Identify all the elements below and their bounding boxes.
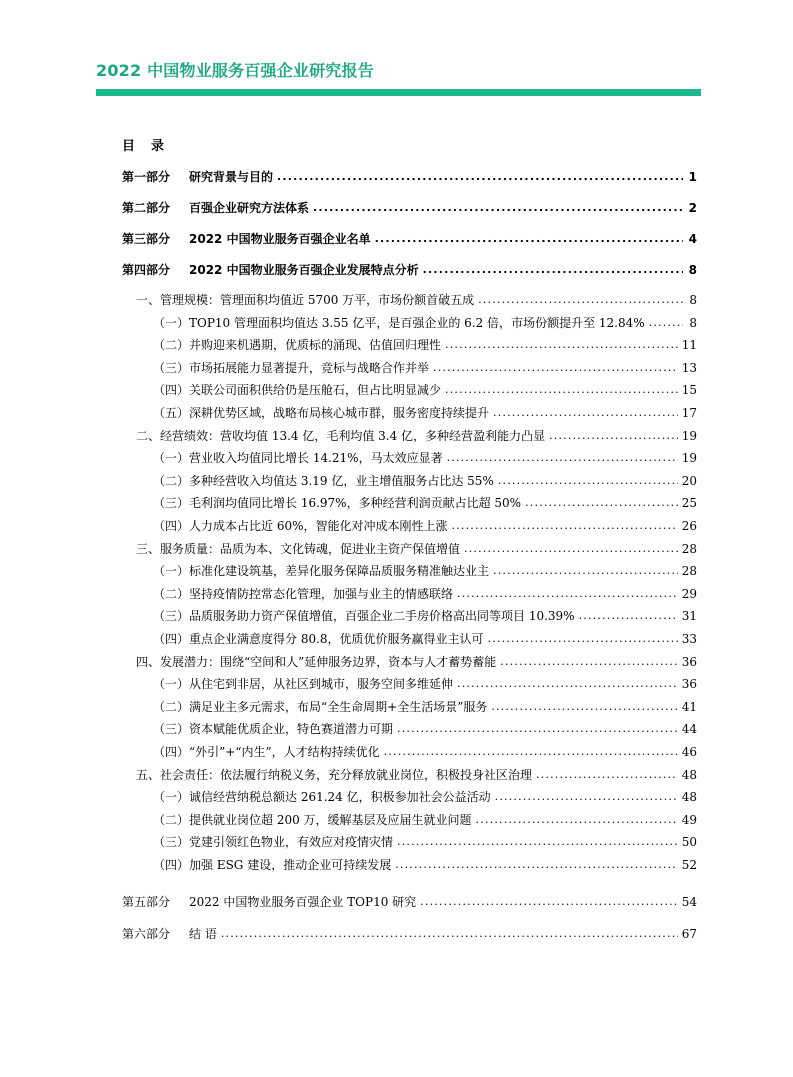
toc-entry-label — [153, 562, 489, 580]
page-number: 49 — [681, 812, 697, 827]
page-number: 15 — [681, 383, 697, 398]
page-number: 50 — [681, 835, 697, 850]
toc-entry-label — [122, 925, 217, 943]
leader-dots — [397, 833, 678, 851]
leader-dots — [452, 517, 678, 535]
toc-entry-label — [153, 720, 393, 738]
entry-title: （四）重点企业满意度得分 80.8，优质优价服务赢得业主认可 — [153, 632, 484, 646]
toc-entry-label — [153, 449, 443, 467]
leader-dots — [525, 494, 678, 512]
page-number: 46 — [681, 745, 697, 759]
page-number: 36 — [681, 677, 697, 692]
toc-subsection[interactable] — [153, 854, 697, 874]
entry-title: （二）多种经营收入均值达 3.19 亿，业主增值服务占比达 55% — [153, 473, 494, 488]
toc-entry-label — [122, 168, 273, 186]
toc-entry-label — [136, 653, 496, 671]
leader-dots — [476, 811, 678, 829]
toc-part-4[interactable] — [122, 259, 697, 279]
part-title: 百强企业研究方法体系 — [189, 201, 310, 215]
leader-dots — [447, 449, 678, 467]
leader-dots — [549, 427, 678, 445]
part-title: 2022 中国物业服务百强企业发展特点分析 — [189, 263, 419, 277]
toc-subsection[interactable] — [153, 560, 697, 580]
toc-entry-label — [153, 381, 441, 399]
toc-subsection[interactable] — [153, 673, 697, 693]
toc-subsection[interactable] — [153, 831, 697, 851]
toc-part-3[interactable] — [122, 228, 697, 248]
toc-subsection[interactable] — [153, 312, 697, 332]
toc-subsection[interactable] — [153, 357, 697, 377]
toc-subsection[interactable] — [153, 809, 697, 829]
toc-entry-label — [153, 788, 491, 806]
part-number: 第一部分 — [122, 170, 171, 184]
page-number: 2 — [688, 201, 697, 215]
toc-entry-label — [153, 630, 484, 648]
part-number: 第六部分 — [122, 927, 171, 941]
toc-part-6[interactable] — [122, 923, 697, 943]
page-number: 26 — [681, 519, 697, 533]
entry-title: （一）诚信经营纳税总额达 261.24 亿，积极参加社会公益活动 — [153, 790, 491, 805]
leader-dots — [536, 766, 678, 784]
part-title: 结 语 — [189, 927, 217, 941]
leader-dots — [649, 314, 683, 332]
toc-part-1[interactable] — [122, 166, 697, 186]
part-number: 第四部分 — [122, 263, 171, 277]
toc-entry-label — [153, 585, 453, 603]
leader-dots — [277, 168, 683, 186]
page-number: 28 — [681, 541, 697, 556]
toc-entry-label — [153, 404, 489, 422]
toc-section[interactable] — [136, 651, 697, 671]
leader-dots — [457, 675, 678, 693]
toc-entry-label — [136, 540, 460, 558]
leader-dots — [313, 199, 683, 217]
leader-dots — [488, 630, 678, 648]
page-number: 67 — [681, 927, 697, 941]
entry-title: （一）TOP10 管理面积均值达 3.55 亿平，是百强企业的 6.2 倍，市场份额提升至 12.84% — [153, 315, 645, 330]
leader-dots — [420, 893, 678, 911]
toc-entry-label — [136, 427, 545, 445]
leader-dots — [433, 359, 678, 377]
entry-title: （三）党建引领红色物业，有效应对疫情灾情 — [153, 835, 394, 850]
page-number: 33 — [681, 632, 697, 646]
toc-entry-label — [153, 607, 575, 625]
entry-title: （二）并购迎来机遇期，优质标的涌现、估值回归理性 — [153, 338, 442, 353]
leader-dots — [375, 230, 683, 248]
toc-section[interactable] — [136, 289, 697, 309]
toc-entry-label — [153, 494, 521, 512]
page-number: 19 — [681, 428, 697, 443]
leader-dots — [478, 291, 683, 309]
leader-dots — [221, 925, 678, 943]
entry-title: （三）市场拓展能力显著提升，竞标与战略合作并举 — [153, 360, 430, 375]
toc-entry-label — [122, 230, 371, 248]
part-title: 2022 中国物业服务百强企业 TOP10 研究 — [189, 895, 417, 909]
entry-title: （三）毛利润均值同比增长 16.97%，多种经营利润贡献占比超 50% — [153, 496, 522, 511]
toc-entry-label — [153, 856, 391, 874]
toc-subsection[interactable] — [153, 470, 697, 490]
toc-entry-label — [153, 743, 380, 761]
page-number: 28 — [681, 564, 697, 579]
page-number: 4 — [688, 232, 697, 246]
leader-dots — [495, 788, 678, 806]
leader-dots — [445, 336, 678, 354]
toc-entry-label — [153, 833, 393, 851]
page-number: 52 — [681, 858, 697, 872]
page-number: 19 — [681, 451, 697, 466]
page-number: 25 — [681, 496, 697, 511]
page-number: 8 — [689, 315, 697, 330]
page-number: 36 — [681, 654, 697, 669]
toc-subsection[interactable] — [153, 741, 697, 761]
entry-title: （五）深耕优势区域，战略布局核心城市群，服务密度持续提升 — [153, 406, 490, 420]
entry-title: 二、经营绩效：营收均值 13.4 亿，毛利均值 3.4 亿，多种经营盈利能力凸显 — [136, 428, 546, 443]
entry-title: （四）加强 ESG 建设，推动企业可持续发展 — [153, 858, 392, 872]
toc-section[interactable] — [136, 538, 697, 558]
toc-entry-label — [153, 359, 429, 377]
toc-subsection[interactable] — [153, 696, 697, 716]
toc-subsection[interactable] — [153, 447, 697, 467]
leader-dots — [397, 720, 678, 738]
toc-subsection[interactable] — [153, 379, 697, 399]
toc-entry-label — [122, 893, 416, 911]
toc-entry-label — [136, 766, 532, 784]
part-number: 第五部分 — [122, 895, 171, 909]
entry-title: （四）“外引”+“内生”，人才结构持续优化 — [153, 745, 380, 759]
toc-entry-label — [153, 472, 494, 490]
toc-entry-label — [153, 336, 441, 354]
toc-subsection[interactable] — [153, 583, 697, 603]
toc-entry-label — [136, 291, 474, 309]
toc-entry-label — [153, 314, 645, 332]
toc-entry-label — [153, 698, 487, 716]
entry-title: （一）从住宅到非居，从社区到城市，服务空间多维延伸 — [153, 677, 454, 692]
toc-entry-label — [122, 199, 309, 217]
part-title: 研究背景与目的 — [189, 170, 274, 184]
page-number: 44 — [681, 722, 697, 737]
entry-title: （四）关联公司面积供给仍是压舱石，但占比明显减少 — [153, 383, 442, 398]
leader-dots — [395, 856, 678, 874]
entry-title: 四、发展潜力：围绕“空间和人”延伸服务边界，资本与人才蓄势蓄能 — [136, 654, 497, 669]
leader-dots — [491, 698, 677, 716]
leader-dots — [445, 381, 678, 399]
toc-heading-char-1: 目 — [122, 139, 136, 154]
page-number: 41 — [681, 699, 697, 714]
toc-entry-label — [153, 811, 472, 829]
page-number: 17 — [681, 406, 697, 420]
toc-entry-label — [153, 517, 448, 535]
toc-subsection[interactable] — [153, 402, 697, 422]
entry-title: （二）坚持疫情防控常态化管理，加强与业主的情感联络 — [153, 586, 454, 601]
page-number: 29 — [681, 586, 697, 601]
page-number: 13 — [681, 360, 697, 375]
page-number: 20 — [681, 473, 697, 488]
toc-subsection[interactable] — [153, 718, 697, 738]
toc-subsection[interactable] — [153, 786, 697, 806]
page-number: 54 — [681, 895, 697, 909]
page-number: 48 — [681, 767, 697, 782]
toc-subsection[interactable] — [153, 492, 697, 512]
entry-title: （二）满足业主多元需求，布局“全生命周期+全生活场景”服务 — [153, 699, 488, 714]
entry-title: （一）标准化建设筑基，差异化服务保障品质服务精准触达业主 — [153, 564, 490, 579]
leader-dots — [579, 607, 678, 625]
part-title: 2022 中国物业服务百强企业名单 — [189, 232, 371, 246]
leader-dots — [384, 743, 678, 761]
leader-dots — [498, 472, 678, 490]
toc-subsection[interactable] — [153, 515, 697, 535]
leader-dots — [464, 540, 678, 558]
toc-subsection[interactable] — [153, 334, 697, 354]
toc-section[interactable] — [136, 764, 697, 784]
toc-subsection[interactable] — [153, 628, 697, 648]
page-number: 8 — [688, 263, 697, 277]
part-number: 第二部分 — [122, 201, 171, 215]
page-number: 11 — [681, 338, 697, 353]
entry-title: 五、社会责任：依法履行纳税义务，充分释放就业岗位，积极投身社区治理 — [136, 767, 533, 782]
leader-dots — [457, 585, 678, 603]
toc-entry-label — [153, 675, 453, 693]
toc-subsection[interactable] — [153, 605, 697, 625]
page-number: 31 — [681, 609, 697, 624]
entry-title: （四）人力成本占比近 60%，智能化对冲成本刚性上涨 — [153, 519, 448, 533]
entry-title: （一）营业收入均值同比增长 14.21%，马太效应显著 — [153, 451, 443, 466]
toc-part-5[interactable] — [122, 891, 697, 911]
entry-title: （三）品质服务助力资产保值增值，百强企业二手房价格高出同等项目 10.39% — [153, 609, 575, 624]
page-number: 8 — [689, 293, 697, 307]
leader-dots — [500, 653, 677, 671]
entry-title: 一、管理规模：管理面积均值近 5700 万平，市场份额首破五成 — [136, 293, 475, 307]
toc-part-2[interactable] — [122, 197, 697, 217]
leader-dots — [423, 261, 683, 279]
page-number: 1 — [688, 170, 697, 184]
entry-title: （三）资本赋能优质企业，特色赛道潜力可期 — [153, 722, 394, 737]
toc-entry-label — [122, 261, 419, 279]
toc-section[interactable] — [136, 425, 697, 445]
toc-heading-char-2: 录 — [151, 139, 165, 154]
leader-dots — [493, 404, 678, 422]
part-number: 第三部分 — [122, 232, 171, 246]
report-header-title: 2022 中国物业服务百强企业研究报告 — [96, 61, 374, 80]
entry-title: （二）提供就业岗位超 200 万，缓解基层及应届生就业问题 — [153, 812, 472, 827]
leader-dots — [493, 562, 678, 580]
page-number: 48 — [681, 790, 697, 805]
entry-title: 三、服务质量：品质为本、文化铸魂，促进业主资产保值增值 — [136, 541, 461, 556]
